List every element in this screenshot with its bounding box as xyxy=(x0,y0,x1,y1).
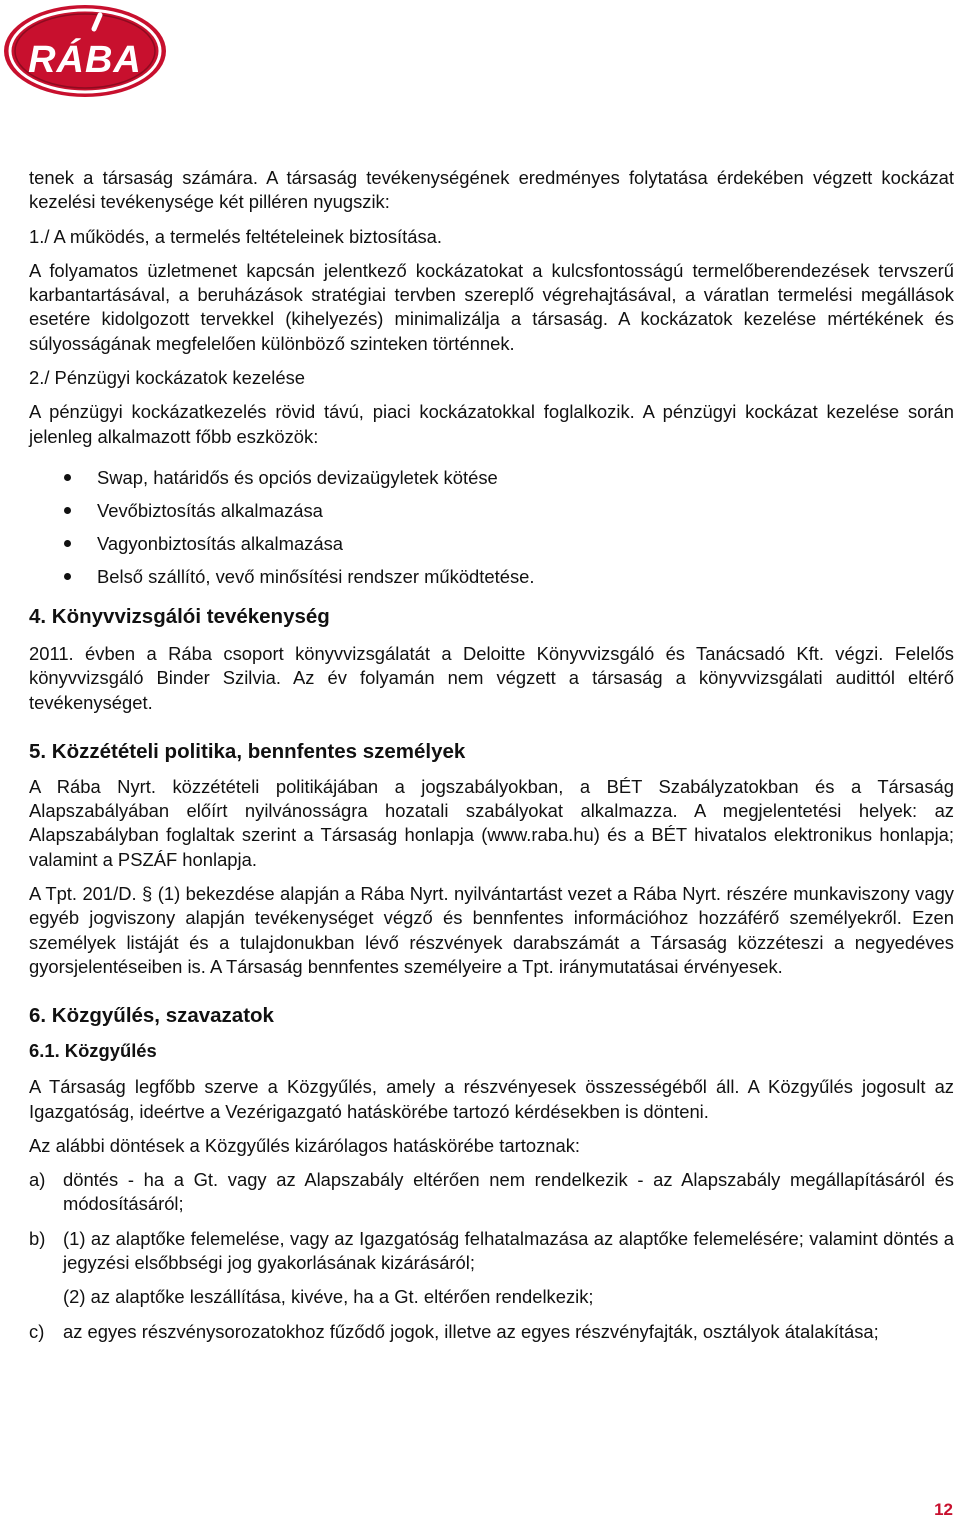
section-6-1-title: 6.1. Közgyűlés xyxy=(29,1040,157,1062)
list-item: Vagyonbiztosítás alkalmazása xyxy=(29,532,954,565)
logo-text: RÁBA xyxy=(28,39,142,81)
instrument-list xyxy=(29,466,954,598)
pillar-2-heading: 2./ Pénzügyi kockázatok kezelése xyxy=(29,367,306,389)
section-6-paragraph-1: A Társaság legfőbb szerve a Közgyűlés, amely a részvényesek összességéből áll. A Közgyűlés jogosult az Igazgatóság, ideértve a Vezérigazgató hatáskörébe tartozó kérdésekben is dönteni. xyxy=(29,1076,954,1122)
bullet-icon xyxy=(64,507,71,514)
section-5-paragraph-1: A Rába Nyrt. közzétételi politikájában a jogszabályokban, a BÉT Szabályzatokban és a Társaság Alapszabályában előírt nyilvánosságra hozatali szabályokat alkalmazza. A megjelentetési helyek: az Alapszabályban foglaltak szerint a Társaság honlapja (www.raba.hu) és a BÉT hivatalos elektronikus honlapja; valamint a PSZÁF honlapja. xyxy=(29,775,954,870)
list-item-a: a) döntés - ha a Gt. vagy az Alapszabály eltérően nem rendelkezik - az Alapszabály megállapításáról és módosításáról; xyxy=(29,1169,954,1215)
raba-logo xyxy=(2,3,168,99)
list-item-b2: (2) az alaptőke leszállítása, kivéve, ha a Gt. eltérően rendelkezik; xyxy=(63,1286,594,1308)
list-item-b: b) (1) az alaptőke felemelése, vagy az Igazgatóság felhatalmazása az alaptőke felemelésére; valamint döntés a jegyzési elsőbbségi jog gyakorlásának kizárásáról; xyxy=(29,1227,954,1274)
intro-paragraph: tenek a társaság számára. A társaság tevékenységének eredményes folytatása érdekében végzett kockázat kezelési tevékenysége két pilléren nyugszik: xyxy=(29,167,954,213)
section-5-title: 5. Közzétételi politika, bennfentes személyek xyxy=(29,739,466,763)
section-4-title: 4. Könyvvizsgálói tevékenység xyxy=(29,604,330,628)
section-4-text: 2011. évben a Rába csoport könyvvizsgálatát a Deloitte Könyvvizsgáló és Tanácsadó Kft. végzi. Felelős könyvvizsgáló Binder Szilvia. Az év folyamán nem végzett a társaság a könyvvizsgálati audittól eltérő tevékenységet. xyxy=(29,642,954,713)
pillar-2-text: A pénzügyi kockázatkezelés rövid távú, piaci kockázatokkal foglalkozik. A pénzügyi kockázat kezelése során jelenleg alkalmazott főbb eszközök: xyxy=(29,401,954,447)
page-number: 12 xyxy=(934,1500,953,1519)
bullet-icon xyxy=(64,573,71,580)
bullet-icon xyxy=(64,474,71,481)
section-6-paragraph-2: Az alábbi döntések a Közgyűlés kizárólagos hatáskörébe tartoznak: xyxy=(29,1134,581,1156)
pillar-1-heading: 1./ A működés, a termelés feltételeinek biztosítása. xyxy=(29,225,442,247)
list-item: Vevőbiztosítás alkalmazása xyxy=(29,499,954,532)
list-item-c: c) az egyes részvénysorozatokhoz fűződő jogok, illetve az egyes részvényfajták, osztályok átalakítása; xyxy=(29,1320,879,1342)
decision-list xyxy=(29,1168,954,1344)
pillar-1-text: A folyamatos üzletmenet kapcsán jelentkező kockázatokat a kulcsfontosságú termelőberendezések tervszerű karbantartásával, a beruházások stratégiai tervben szereplő végrehajtásával, a váratlan termelési megállások esetére kidolgozott tervekkel (kihelyezés) minimalizálja a társaság. A kockázatok kezelése mértékének és súlyosságának megfelelően különböző szinteken történnek. xyxy=(29,259,954,354)
list-item: Belső szállító, vevő minősítési rendszer működtetése. xyxy=(29,565,954,598)
bullet-icon xyxy=(64,540,71,547)
section-5-paragraph-2: A Tpt. 201/D. § (1) bekezdése alapján a Rába Nyrt. nyilvántartást vezet a Rába Nyrt. részére munkaviszony vagy egyéb jogviszony alapján tevékenységet végző és bennfentes információhoz hozzáférő személyekről. Ezen személyek listáját és a tulajdonukban lévő részvények darabszámát a Társaság közzéteszi a negyedéves gyorsjelentéseiben is. A Társaság bennfentes személyeire a Tpt. iránymutatásai érvényesek. xyxy=(29,883,954,977)
document-body xyxy=(29,166,954,1344)
list-item: Swap, határidős és opciós devizaügyletek kötése xyxy=(29,466,954,499)
section-6-title: 6. Közgyűlés, szavazatok xyxy=(29,1004,274,1028)
